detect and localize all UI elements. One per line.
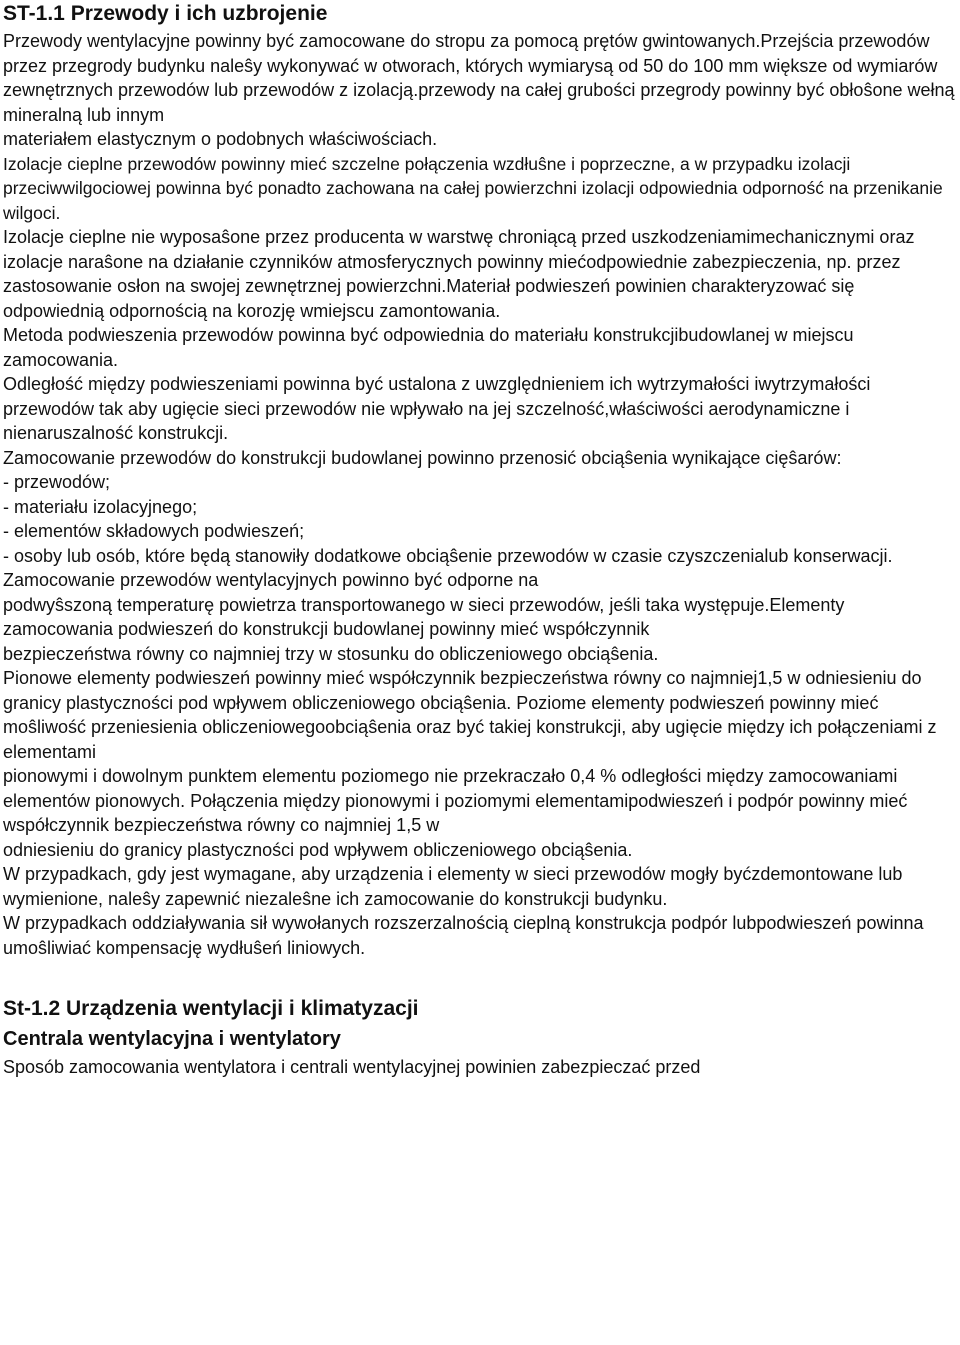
- paragraph: Sposób zamocowania wentylatora i centrali wentylacyjnej powinien zabezpieczać przed: [3, 1057, 701, 1077]
- paragraph: Przewody wentylacyjne powinny być zamocowane do stropu za pomocą prętów gwintowanych.Przejścia przewodów przez przegrody budynku naleŝy wykonywać w otworach, których wymiarysą od 50 do 100 mm większe od wymiarów zewnętrznych przewodów lub przewodów z izolacją.przewody na całej grubości przegrody powinny być obłoŝone wełną mineralną lub innym: [3, 31, 955, 125]
- list-item: - materiału izolacyjnego;: [3, 496, 198, 517]
- paragraph: Zamocowanie przewodów do konstrukcji budowlanej powinno przenosić obciąŝenia wynikające cięŝarów:: [3, 447, 842, 468]
- section-heading: St-1.2 Urządzenia wentylacji i klimatyzacji: [3, 997, 419, 1020]
- paragraph: odniesieniu do granicy plastyczności pod wpływem obliczeniowego obciąŝenia.: [3, 839, 633, 860]
- paragraph: W przypadkach, gdy jest wymagane, aby urządzenia i elementy w sieci przewodów mogły byćzdemontowane lub wymienione, naleŝy zapewnić niezaleŝne ich zamocowanie do konstrukcji budynku.: [3, 864, 903, 909]
- paragraph: Zamocowanie przewodów wentylacyjnych powinno być odporne na: [3, 570, 539, 590]
- paragraph: pionowymi i dowolnym punktem elementu poziomego nie przekraczało 0,4 % odległości między zamocowaniami elementów pionowych. Połączenia między pionowymi i poziomymi elementamipodwieszeń i podpór powinny mieć współczynnik bezpieczeństwa równy co najmniej 1,5 w: [3, 766, 908, 835]
- paragraph: Odległość między podwieszeniami powinna być ustalona z uwzględnieniem ich wytrzymałości iwytrzymałości przewodów tak aby ugięcie sieci przewodów nie wpływało na jej szczelność,właściwości aerodynamiczne i nienaruszalność konstrukcji.: [3, 374, 871, 443]
- list-item: - osoby lub osób, które będą stanowiły dodatkowe obciąŝenie przewodów w czasie czyszczenialub konserwacji.: [3, 545, 893, 566]
- section-spacer: [3, 960, 957, 996]
- paragraph: Izolacje cieplne nie wyposaŝone przez producenta w warstwę chroniącą przed uszkodzeniamimechanicznymi oraz izolacje naraŝone na działanie czynników atmosferycznych powinny miećodpowiednie zabezpieczenia, np. przez zastosowanie osłon na swojej zewnętrznej powierzchni.Materiał podwieszeń powinien charakteryzować się odpowiednią odpornością na korozję wmiejscu zamontowania.: [3, 227, 915, 321]
- section-heading: ST-1.1 Przewody i ich uzbrojenie: [3, 2, 328, 25]
- paragraph: Metoda podwieszenia przewodów powinna być odpowiednia do materiału konstrukcjibudowlanej w miejscu zamocowania.: [3, 325, 854, 370]
- paragraph: materiałem elastycznym o podobnych właściwościach.: [3, 129, 438, 149]
- paragraph: bezpieczeństwa równy co najmniej trzy w stosunku do obliczeniowego obciąŝenia.: [3, 643, 659, 664]
- paragraph: Izolacje cieplne przewodów powinny mieć szczelne połączenia wzdłuŝne i poprzeczne, a w przypadku izolacji przeciwwilgociowej powinna być ponadto zachowana na całej powierzchni izolacji odpowiednia odporność na przenikanie wilgoci.: [3, 153, 943, 223]
- document-page: [3, 0, 957, 1080]
- list-item: - przewodów;: [3, 472, 111, 492]
- list-item: - elementów składowych podwieszeń;: [3, 521, 305, 541]
- subsection-heading: Centrala wentylacyjna i wentylatory: [3, 1028, 341, 1050]
- paragraph: podwyŝszoną temperaturę powietrza transportowanego w sieci przewodów, jeśli taka występuje.Elementy zamocowania podwieszeń do konstrukcji budowlanej powinny mieć współczynnik: [3, 594, 845, 639]
- paragraph: W przypadkach oddziaływania sił wywołanych rozszerzalnością cieplną konstrukcja podpór lubpodwieszeń powinna umoŝliwiać kompensację wydłuŝeń liniowych.: [3, 913, 924, 958]
- paragraph: Pionowe elementy podwieszeń powinny mieć współczynnik bezpieczeństwa równy co najmniej1,5 w odniesieniu do granicy plastyczności pod wpływem obliczeniowego obciąŝenia. Poziome elementy podwieszeń powinny mieć moŝliwość przeniesienia obliczeniowegoobciąŝenia oraz być takiej konstrukcji, aby ugięcie między ich połączeniami z elementami: [3, 668, 937, 762]
